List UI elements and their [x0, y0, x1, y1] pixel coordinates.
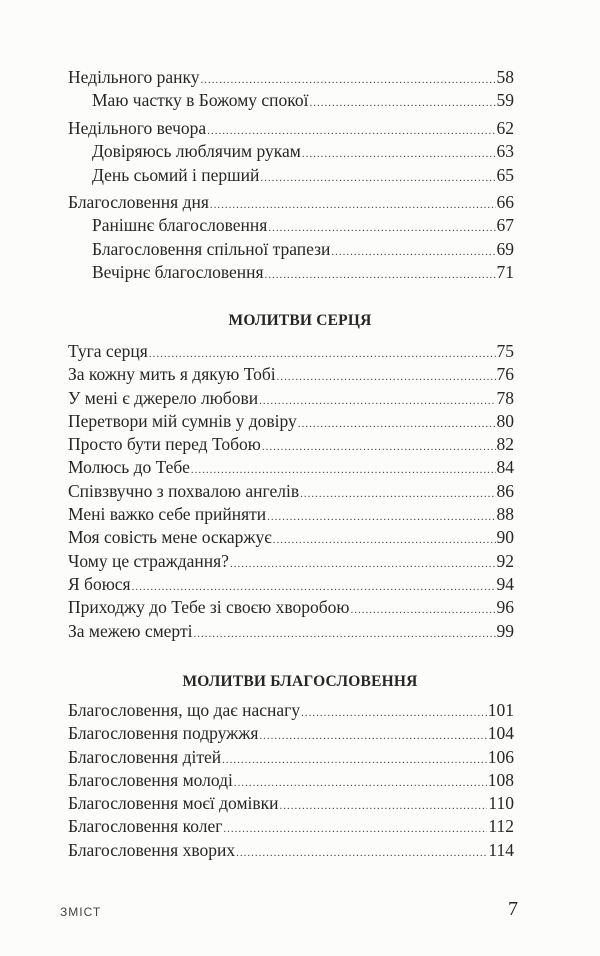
toc-entry: [68, 340, 514, 363]
entry-page: 76: [496, 364, 514, 385]
toc-entry: [68, 746, 514, 769]
leader-dots: [298, 413, 496, 436]
toc-entry: [68, 480, 514, 503]
toc-entry: [68, 792, 514, 815]
entry-page: 82: [496, 434, 514, 455]
leader-dots: [262, 436, 496, 459]
leader-dots: [300, 483, 495, 506]
section-heading: МОЛИТВИ СЕРЦЯ: [228, 312, 372, 329]
entry-page: 71: [496, 261, 514, 282]
leader-dots: [310, 92, 496, 115]
entry-title: Благословення моєї домівки: [68, 793, 279, 814]
entry-page: 67: [496, 215, 514, 236]
entry-title: Благословення подружжя: [68, 723, 259, 744]
entry-page: 69: [496, 238, 514, 259]
leader-dots: [280, 795, 488, 818]
entry-title: Молюсь до Тебе: [68, 457, 190, 478]
section-heading: МОЛИТВИ БЛАГОСЛОВЕННЯ: [182, 673, 418, 690]
leader-dots: [260, 167, 495, 190]
entry-title: Співзвучно з похвалою ангелів: [68, 480, 300, 501]
entry-page: 94: [496, 573, 514, 594]
entry-page: 88: [496, 504, 514, 525]
leader-dots: [331, 241, 495, 264]
toc-entry: [68, 769, 514, 792]
entry-page: 63: [496, 141, 514, 162]
entry-page: 62: [496, 118, 514, 138]
toc-entry: [68, 722, 514, 745]
entry-title: Благословення молоді: [68, 769, 233, 790]
toc-entry: [68, 140, 514, 163]
toc-entry: [68, 261, 514, 284]
toc-entry: [68, 839, 514, 862]
toc-group: [68, 191, 514, 284]
leader-dots: [350, 599, 495, 622]
toc-entry: [68, 596, 514, 619]
entry-title: Благословення спільної трапези: [92, 238, 331, 259]
entry-title: У мені є джерело любови: [68, 387, 259, 408]
entry-title: День сьомий і перший: [92, 164, 260, 185]
leader-dots: [265, 264, 496, 287]
entry-page: 75: [496, 341, 514, 361]
entry-title: Чому це страждання?: [68, 550, 229, 571]
entry-page: 66: [496, 192, 514, 212]
entry-page: 99: [496, 620, 514, 641]
toc-section: [68, 340, 514, 643]
toc-entry: [68, 66, 514, 89]
toc-entry: [68, 526, 514, 549]
running-footer: ЗМІСТ: [60, 905, 102, 919]
entry-page: 86: [496, 480, 514, 501]
entry-page: 112: [488, 816, 514, 837]
entry-title: Моя совість мене оскаржує: [68, 527, 272, 548]
entry-title: Благословення колег: [68, 816, 223, 837]
entry-page: 96: [496, 597, 514, 618]
entry-title: Приходжу до Тебе зі своєю хворобою: [68, 597, 350, 618]
entry-title: За кожну мить я дякую Тобі: [68, 364, 276, 385]
toc-entry: [68, 503, 514, 526]
toc-group: [68, 117, 514, 187]
entry-title: За межею смерті: [68, 620, 193, 641]
entry-page: 108: [487, 769, 514, 790]
leader-dots: [230, 553, 496, 576]
toc-entry: [68, 363, 514, 386]
toc-entry: [68, 238, 514, 261]
leader-dots: [236, 842, 487, 865]
entry-page: 90: [496, 527, 514, 548]
entry-title: Благословення, що дає наснагу: [68, 700, 301, 720]
toc-entry: [68, 117, 514, 140]
leader-dots: [193, 623, 495, 646]
toc-entry: [68, 550, 514, 573]
entry-title: Ранішнє благословення: [92, 215, 268, 236]
entry-page: 65: [496, 164, 514, 185]
toc-entry: [68, 89, 514, 112]
toc-entry: [68, 164, 514, 187]
entry-title: Благословення дня: [68, 192, 209, 212]
toc-entry: [68, 573, 514, 596]
entry-title: Благословення хворих: [68, 839, 236, 860]
toc-entry: [68, 815, 514, 838]
leader-dots: [222, 749, 487, 772]
entry-page: 80: [496, 410, 514, 431]
toc-entry: [68, 620, 514, 643]
entry-page: 58: [496, 67, 514, 87]
leader-dots: [301, 702, 487, 725]
entry-page: 104: [487, 723, 514, 744]
entry-title: Я боюся: [68, 573, 131, 594]
leader-dots: [273, 529, 496, 552]
toc-entry: [68, 214, 514, 237]
entry-title: Недільного ранку: [68, 67, 200, 87]
leader-dots: [302, 143, 496, 166]
entry-title: Просто бути перед Тобою: [68, 434, 261, 455]
entry-title: Довіряюсь люблячим рукам: [92, 141, 301, 162]
page-number: 7: [508, 898, 518, 920]
entry-page: 106: [487, 746, 514, 767]
leader-dots: [223, 818, 487, 841]
entry-title: Туга серця: [68, 341, 148, 361]
entry-title: Перетвори мій сумнів у довіру: [68, 410, 297, 431]
toc-entry: [68, 387, 514, 410]
leader-dots: [277, 366, 496, 389]
entry-title: Маю частку в Божому спокої: [92, 90, 309, 111]
toc-entry: [68, 456, 514, 479]
entry-page: 59: [496, 90, 514, 111]
toc-entry: [68, 433, 514, 456]
entry-title: Благословення дітей: [68, 746, 222, 767]
toc-section: [68, 699, 514, 862]
toc-entry: [68, 410, 514, 433]
entry-page: 101: [487, 700, 514, 720]
entry-page: 78: [496, 387, 514, 408]
toc-group: [68, 66, 514, 113]
entry-page: 114: [488, 839, 514, 860]
entry-title: Мені важко себе прийняти: [68, 504, 267, 525]
entry-page: 110: [488, 793, 514, 814]
leader-dots: [267, 506, 495, 529]
entry-title: Вечірнє благословення: [92, 261, 264, 282]
leader-dots: [259, 725, 486, 748]
entry-page: 84: [496, 457, 514, 478]
entry-title: Недільного вечора: [68, 118, 207, 138]
entry-page: 92: [496, 550, 514, 571]
toc-entry: [68, 191, 514, 214]
toc-entry: [68, 699, 514, 722]
